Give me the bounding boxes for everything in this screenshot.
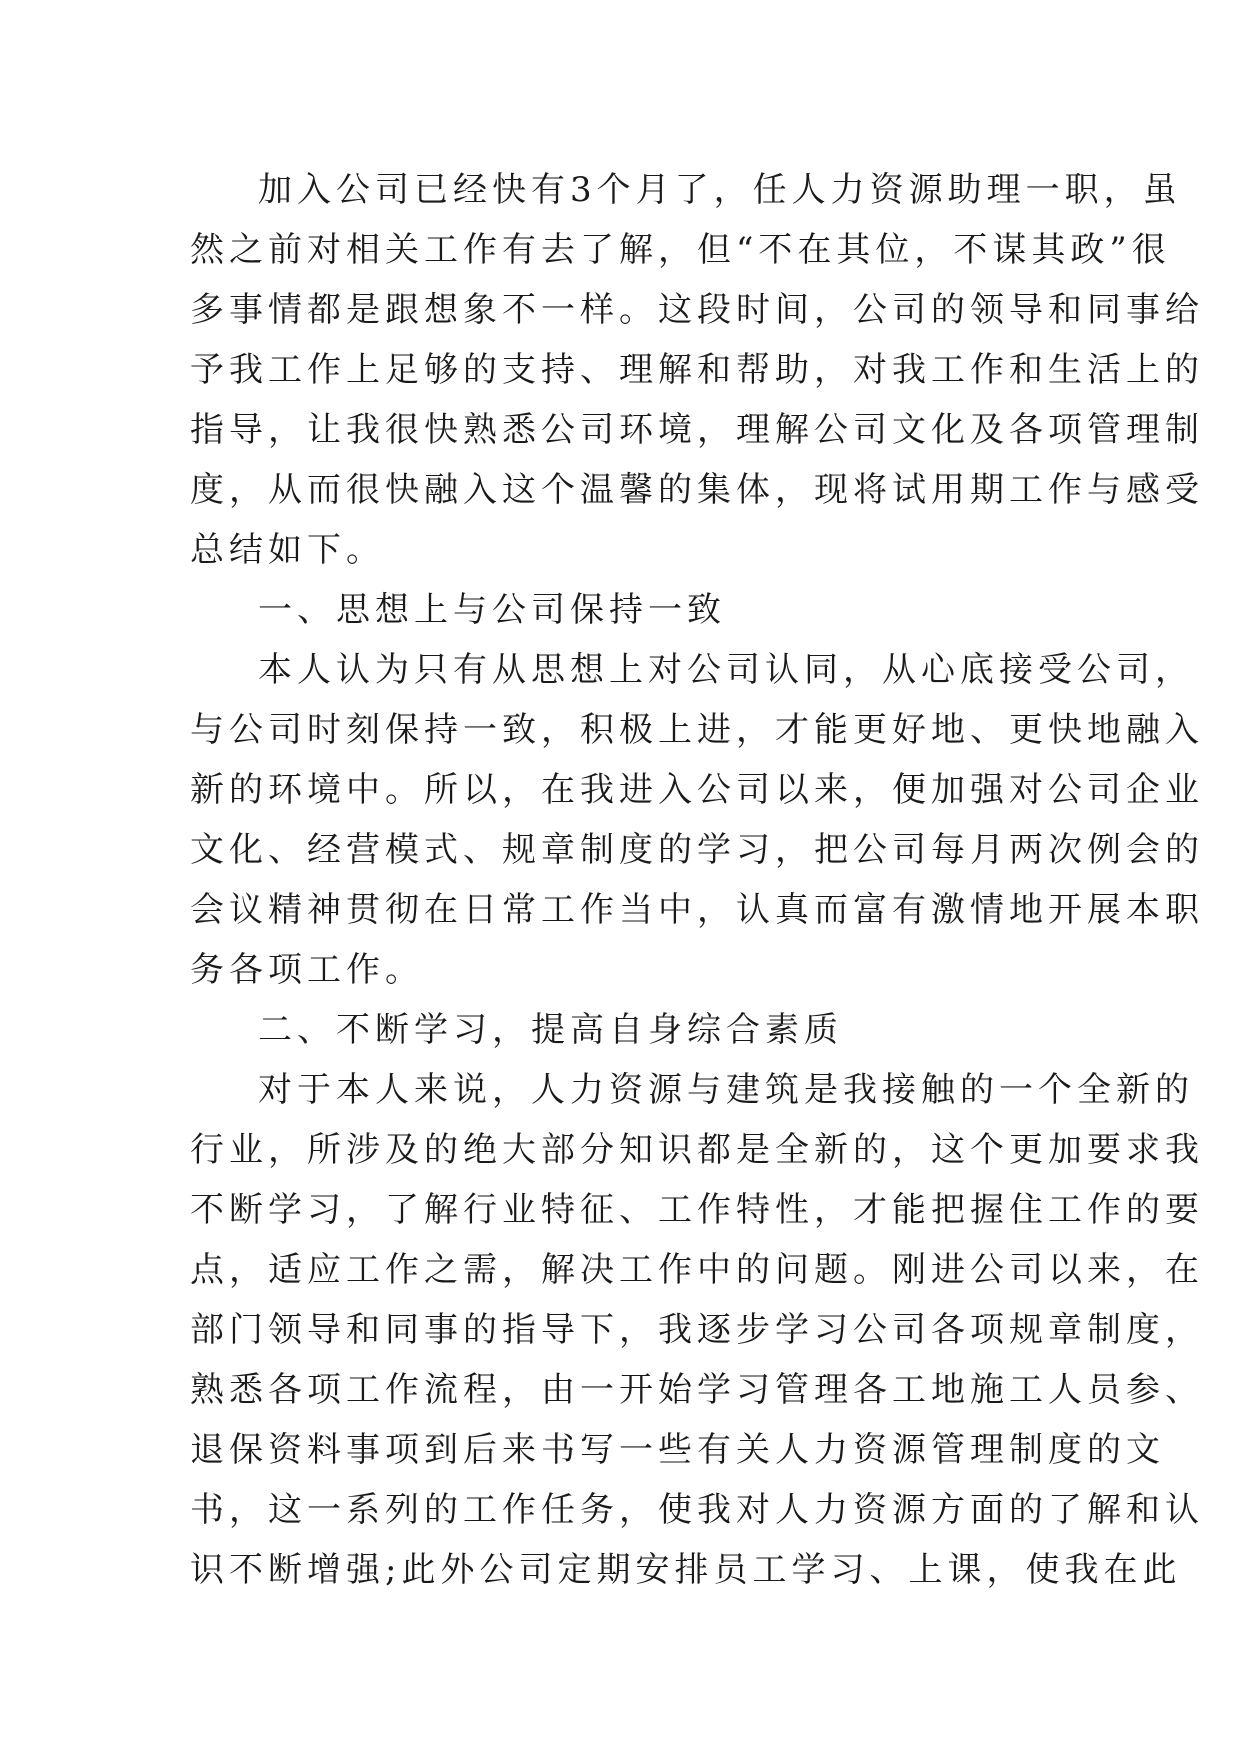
- paragraph-line: 会议精神贯彻在日常工作当中，认真而富有激情地开展本职: [190, 890, 1204, 930]
- paragraph-line: 点，适应工作之需，解决工作中的问题。刚进公司以来，在: [190, 1250, 1204, 1290]
- paragraph-line: 熟悉各项工作流程，由一开始学习管理各工地施工人员参、: [190, 1370, 1204, 1410]
- paragraph-line: 务各项工作。: [190, 950, 424, 990]
- paragraph-line: 然之前对相关工作有去了解，但“不在其位，不谋其政”很: [190, 230, 1171, 270]
- paragraph-line: 不断学习，了解行业特征、工作特性，才能把握住工作的要: [190, 1190, 1204, 1230]
- paragraph-line: 对于本人来说，人力资源与建筑是我接触的一个全新的: [258, 1070, 1194, 1110]
- paragraph-line: 总结如下。: [190, 530, 385, 570]
- paragraph-line: 文化、经营模式、规章制度的学习，把公司每月两次例会的: [190, 830, 1204, 870]
- body-text: [190, 160, 1204, 1600]
- paragraph-line: 多事情都是跟想象不一样。这段时间，公司的领导和同事给: [190, 290, 1204, 330]
- section-heading: 一、思想上与公司保持一致: [258, 590, 726, 630]
- paragraph-line: 予我工作上足够的支持、理解和帮助，对我工作和生活上的: [190, 350, 1204, 390]
- paragraph-line: 部门领导和同事的指导下，我逐步学习公司各项规章制度，: [190, 1310, 1204, 1350]
- paragraph-line: 退保资料事项到后来书写一些有关人力资源管理制度的文: [190, 1430, 1165, 1470]
- paragraph-line: 识不断增强;此外公司定期安排员工学习、上课，使我在此: [190, 1550, 1182, 1590]
- paragraph-line: 书，这一系列的工作任务，使我对人力资源方面的了解和认: [190, 1490, 1204, 1530]
- section-heading: 二、不断学习，提高自身综合素质: [258, 1010, 843, 1050]
- paragraph-line: 本人认为只有从思想上对公司认同，从心底接受公司，: [258, 650, 1194, 690]
- paragraph-line: 行业，所涉及的绝大部分知识都是全新的，这个更加要求我: [190, 1130, 1204, 1170]
- paragraph-line: 指导，让我很快熟悉公司环境，理解公司文化及各项管理制: [190, 410, 1204, 450]
- paragraph-line: 加入公司已经快有3个月了，任人力资源助理一职，虽: [258, 170, 1182, 210]
- paragraph-line: 新的环境中。所以，在我进入公司以来，便加强对公司企业: [190, 770, 1204, 810]
- paragraph-line: 与公司时刻保持一致，积极上进，才能更好地、更快地融入: [190, 710, 1204, 750]
- paragraph-line: 度，从而很快融入这个温馨的集体，现将试用期工作与感受: [190, 470, 1204, 510]
